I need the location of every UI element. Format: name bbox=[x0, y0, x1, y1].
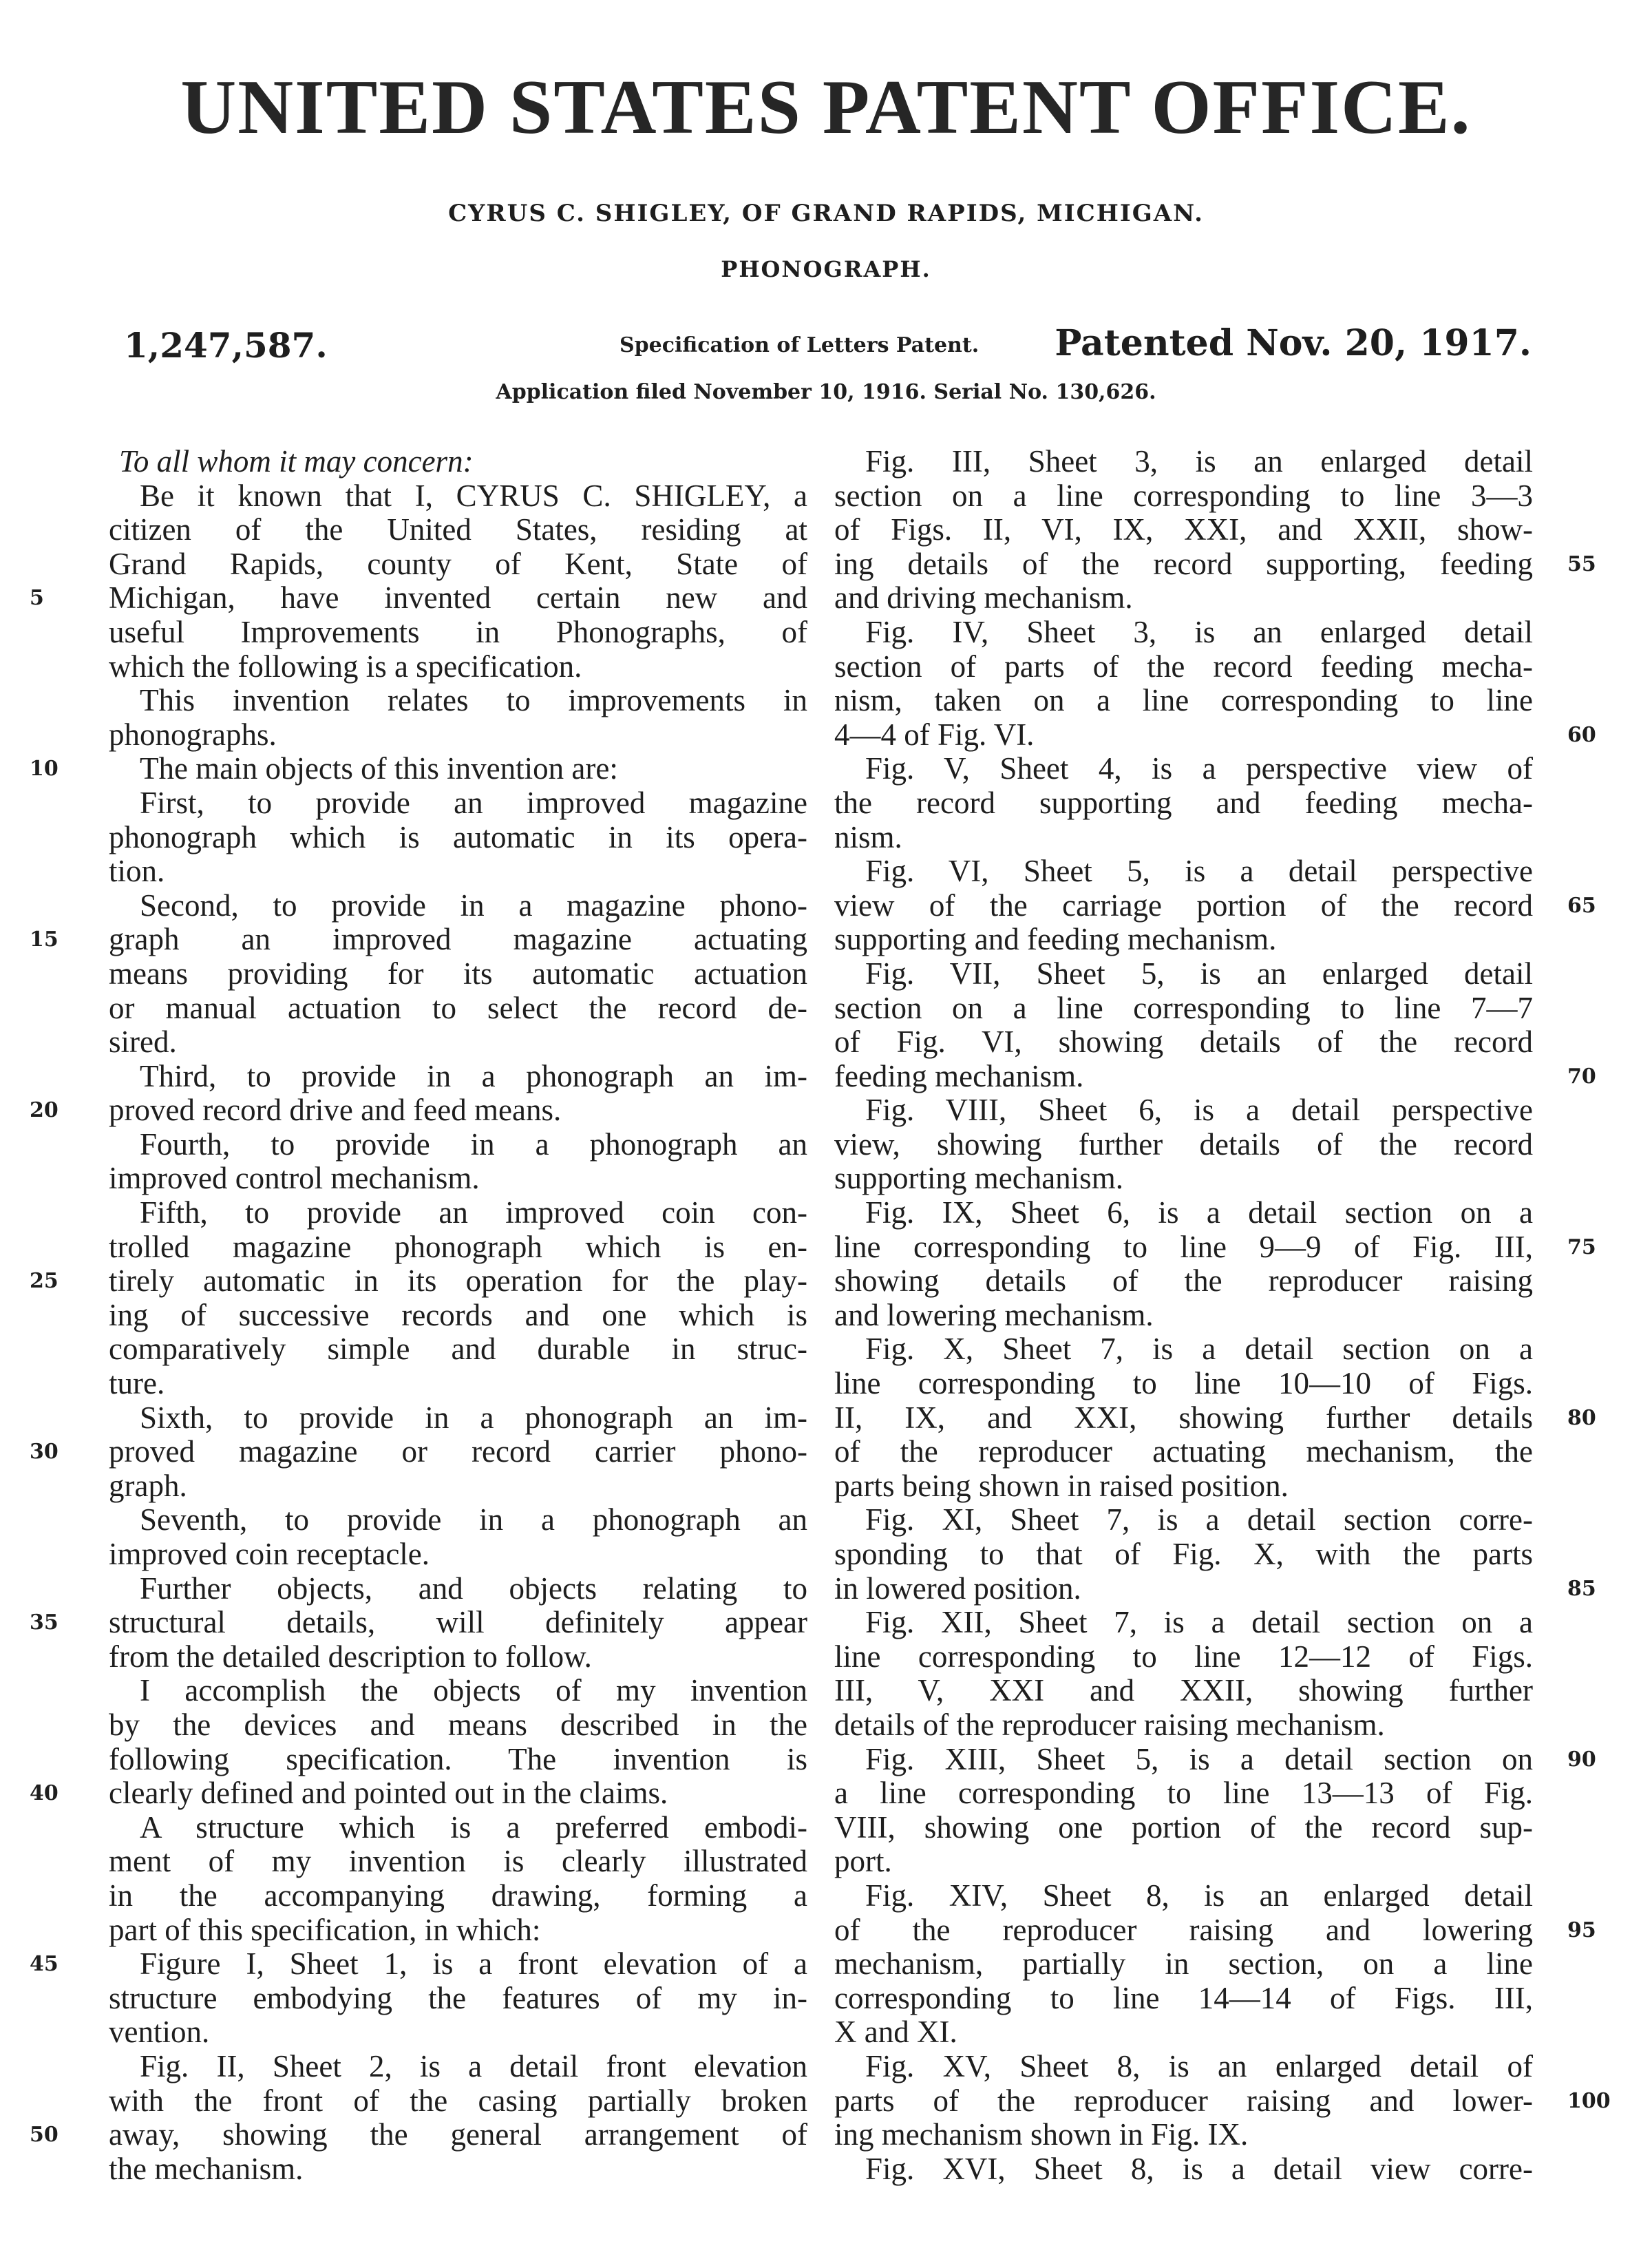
line-number: 35 bbox=[30, 1610, 59, 1635]
text-line bbox=[109, 854, 807, 889]
text-line bbox=[109, 1640, 807, 1674]
line-text: Grand Rapids, county of Kent, State of bbox=[109, 546, 807, 581]
line-text: Fig. XIV, Sheet 8, is an enlarged detail bbox=[865, 1878, 1533, 1913]
text-line bbox=[109, 513, 807, 547]
line-number: 50 bbox=[30, 2123, 59, 2148]
line-text: corresponding to line 14—14 of Figs. III, bbox=[834, 1980, 1533, 2015]
line-text: section of parts of the record feeding mecha- bbox=[834, 649, 1533, 684]
line-text: sponding to that of Fig. X, with the parts bbox=[834, 1537, 1533, 1571]
text-line bbox=[834, 786, 1533, 821]
line-number: 80 bbox=[1567, 1405, 1596, 1430]
text-line bbox=[834, 1606, 1533, 1640]
application-filed-line: Application filed November 10, 1916. Serial No. 130,626. bbox=[496, 380, 1156, 404]
line-number: 25 bbox=[30, 1269, 59, 1294]
text-line bbox=[109, 889, 807, 923]
text-line bbox=[834, 1571, 1596, 1606]
line-text: line corresponding to line 9—9 of Fig. III, bbox=[834, 1229, 1533, 1264]
line-text: structural details, will definitely appear bbox=[109, 1605, 807, 1640]
text-line bbox=[109, 1230, 807, 1265]
line-text: part of this specification, in which: bbox=[109, 1912, 541, 1947]
line-text: Fig. VII, Sheet 5, is an enlarged detail bbox=[865, 956, 1533, 991]
line-text: Fig. VI, Sheet 5, is a detail perspective bbox=[865, 854, 1533, 889]
text-line bbox=[834, 513, 1533, 547]
text-line bbox=[834, 1947, 1533, 1982]
line-text: ing details of the record supporting, feeding bbox=[834, 546, 1533, 581]
text-line bbox=[834, 1503, 1533, 1537]
line-text: the mechanism. bbox=[109, 2151, 304, 2186]
text-line bbox=[109, 1401, 807, 1436]
text-line bbox=[834, 1229, 1596, 1265]
text-line bbox=[109, 684, 807, 718]
line-text: away, showing the general arrangement of bbox=[109, 2117, 807, 2152]
line-text: Fig. XII, Sheet 7, is a detail section on a bbox=[865, 1605, 1533, 1640]
text-line bbox=[109, 650, 807, 684]
text-line bbox=[834, 1741, 1596, 1777]
line-text: by the devices and means described in the bbox=[109, 1707, 807, 1742]
text-line bbox=[834, 1058, 1596, 1094]
text-line bbox=[834, 854, 1533, 889]
line-text: First, to provide an improved magazine bbox=[140, 785, 807, 820]
text-line bbox=[109, 616, 807, 650]
line-number: 60 bbox=[1567, 722, 1596, 747]
text-line bbox=[834, 684, 1533, 718]
text-line bbox=[30, 1946, 807, 1982]
line-text: VIII, showing one portion of the record sup- bbox=[834, 1809, 1533, 1845]
line-text: Fig. X, Sheet 7, is a detail section on a bbox=[865, 1332, 1533, 1367]
text-line bbox=[109, 1674, 807, 1708]
line-text: nism, taken on a line corresponding to line bbox=[834, 683, 1533, 718]
text-line bbox=[834, 445, 1533, 479]
line-text: supporting and feeding mechanism. bbox=[834, 922, 1277, 957]
line-text: tirely automatic in its operation for the play- bbox=[109, 1263, 807, 1299]
text-line bbox=[834, 1811, 1533, 1845]
text-line bbox=[109, 1196, 807, 1230]
patented-date: Patented Nov. 20, 1917. bbox=[1055, 322, 1532, 364]
line-text: ture. bbox=[109, 1366, 165, 1401]
line-text: from the detailed description to follow. bbox=[109, 1639, 592, 1674]
line-text: Michigan, have invented certain new and bbox=[109, 580, 807, 616]
text-line bbox=[109, 1743, 807, 1777]
patent-subject: PHONOGRAPH. bbox=[721, 256, 931, 282]
line-text: graph. bbox=[109, 1468, 187, 1503]
line-text: supporting mechanism. bbox=[834, 1161, 1123, 1196]
line-text: in the accompanying drawing, forming a bbox=[109, 1878, 807, 1913]
line-number: 15 bbox=[30, 927, 59, 952]
text-line bbox=[109, 1708, 807, 1743]
line-text: Fig. XI, Sheet 7, is a detail section corre- bbox=[865, 1502, 1533, 1537]
line-text: Fig. XVI, Sheet 8, is a detail view corre- bbox=[865, 2151, 1533, 2186]
text-line bbox=[109, 957, 807, 991]
text-line bbox=[834, 2152, 1533, 2187]
text-line bbox=[834, 650, 1533, 684]
text-line bbox=[834, 717, 1596, 753]
office-title: UNITED STATES PATENT OFFICE. bbox=[180, 65, 1472, 150]
text-line bbox=[30, 2117, 807, 2152]
text-line bbox=[834, 1128, 1533, 1162]
line-text: proved record drive and feed means. bbox=[109, 1093, 562, 1128]
text-line bbox=[834, 479, 1533, 514]
text-line bbox=[834, 2118, 1533, 2152]
patent-number: 1,247,587. bbox=[124, 325, 328, 366]
left-text-column bbox=[30, 444, 807, 2186]
line-text: means providing for its automatic actuation bbox=[109, 956, 807, 991]
text-line bbox=[834, 1845, 1533, 1879]
line-text: A structure which is a preferred embodi- bbox=[140, 1809, 807, 1845]
text-line bbox=[109, 1845, 807, 1879]
line-text: the record supporting and feeding mecha- bbox=[834, 785, 1533, 820]
text-line bbox=[834, 2015, 1533, 2050]
text-line bbox=[834, 923, 1533, 957]
line-text: I accomplish the objects of my invention bbox=[140, 1673, 807, 1708]
line-text: III, V, XXI and XXII, showing further bbox=[834, 1673, 1533, 1708]
line-number: 55 bbox=[1567, 552, 1596, 576]
line-text: Figure I, Sheet 1, is a front elevation of a bbox=[140, 1946, 807, 1982]
line-text: The main objects of this invention are: bbox=[140, 751, 618, 786]
text-line bbox=[109, 1982, 807, 2016]
line-number: 40 bbox=[30, 1781, 59, 1806]
line-text: trolled magazine phonograph which is en- bbox=[109, 1229, 807, 1264]
line-text: Sixth, to provide in a phonograph an im- bbox=[140, 1400, 807, 1435]
line-text: of Figs. II, VI, IX, XXI, and XXII, show- bbox=[834, 512, 1533, 547]
line-text: nism. bbox=[834, 819, 902, 854]
line-text: and lowering mechanism. bbox=[834, 1297, 1154, 1332]
text-line bbox=[109, 1332, 807, 1367]
text-line bbox=[834, 1367, 1533, 1401]
line-text: parts of the reproducer raising and lower- bbox=[834, 2083, 1533, 2118]
line-text: structure embodying the features of my in- bbox=[109, 1980, 807, 2015]
text-line bbox=[109, 479, 807, 514]
line-text: of Fig. VI, showing details of the record bbox=[834, 1025, 1533, 1060]
line-text: sired. bbox=[109, 1025, 177, 1060]
text-line bbox=[109, 1811, 807, 1845]
line-text: useful Improvements in Phonographs, of bbox=[109, 614, 807, 649]
text-line bbox=[834, 1400, 1596, 1436]
text-line bbox=[30, 751, 807, 786]
line-number: 45 bbox=[30, 1952, 59, 1977]
text-line bbox=[30, 1605, 807, 1640]
text-line bbox=[834, 1879, 1533, 1913]
line-text: feeding mechanism. bbox=[834, 1058, 1084, 1093]
line-text: parts being shown in raised position. bbox=[834, 1468, 1289, 1503]
text-line bbox=[834, 1332, 1533, 1367]
line-number: 85 bbox=[1567, 1576, 1596, 1601]
line-text: 4—4 of Fig. VI. bbox=[834, 717, 1035, 752]
text-line bbox=[834, 1025, 1533, 1060]
line-number: 5 bbox=[30, 586, 44, 611]
line-text: Fig. IV, Sheet 3, is an enlarged detail bbox=[865, 614, 1533, 649]
text-line bbox=[109, 991, 807, 1026]
text-line bbox=[834, 616, 1533, 650]
line-text: clearly defined and pointed out in the claims. bbox=[109, 1776, 668, 1811]
text-line bbox=[834, 1640, 1533, 1674]
line-text: ment of my invention is clearly illustrated bbox=[109, 1844, 807, 1879]
line-text: view, showing further details of the record bbox=[834, 1126, 1533, 1162]
line-text: comparatively simple and durable in struc- bbox=[109, 1332, 807, 1367]
right-text-column bbox=[834, 444, 1611, 2186]
text-line bbox=[109, 1503, 807, 1537]
line-text: view of the carriage portion of the record bbox=[834, 888, 1533, 923]
line-number: 30 bbox=[30, 1440, 59, 1464]
line-text: tion. bbox=[109, 854, 165, 889]
text-line bbox=[834, 752, 1533, 786]
line-text: in lowered position. bbox=[834, 1571, 1081, 1606]
line-text: mechanism, partially in section, on a line bbox=[834, 1946, 1533, 1982]
specification-label: Specification of Letters Patent. bbox=[620, 333, 979, 357]
line-text: of the reproducer actuating mechanism, the bbox=[834, 1434, 1533, 1469]
line-number: 70 bbox=[1567, 1064, 1596, 1089]
line-text: citizen of the United States, residing at bbox=[109, 512, 807, 547]
text-line bbox=[834, 2050, 1533, 2084]
line-text: Third, to provide in a phonograph an im- bbox=[140, 1058, 807, 1093]
line-text: or manual actuation to select the record de- bbox=[109, 990, 807, 1025]
line-text: section on a line corresponding to line 3—3 bbox=[834, 478, 1533, 513]
text-line bbox=[834, 1196, 1533, 1230]
text-line bbox=[109, 1913, 807, 1948]
line-text: port. bbox=[834, 1844, 892, 1879]
text-line bbox=[30, 1776, 807, 1811]
text-line bbox=[834, 1093, 1533, 1128]
line-text: phonographs. bbox=[109, 717, 277, 752]
line-text: ing mechanism shown in Fig. IX. bbox=[834, 2117, 1249, 2152]
line-text: improved control mechanism. bbox=[109, 1161, 480, 1196]
line-text: graph an improved magazine actuating bbox=[109, 922, 807, 957]
line-text: section on a line corresponding to line 7—7 bbox=[834, 990, 1533, 1025]
line-number: 90 bbox=[1567, 1747, 1596, 1772]
line-text: a line corresponding to line 13—13 of Fig. bbox=[834, 1776, 1533, 1811]
line-text: To all whom it may concern: bbox=[119, 444, 474, 479]
text-line bbox=[834, 1912, 1596, 1948]
text-line bbox=[30, 580, 807, 616]
text-line bbox=[109, 2152, 807, 2187]
line-number: 20 bbox=[30, 1098, 59, 1123]
line-number: 10 bbox=[30, 757, 59, 781]
text-line bbox=[109, 821, 807, 855]
text-line bbox=[834, 2083, 1611, 2119]
text-line bbox=[109, 786, 807, 821]
line-text: Second, to provide in a magazine phono- bbox=[140, 888, 807, 923]
text-line bbox=[30, 1434, 807, 1469]
text-line bbox=[834, 1537, 1533, 1572]
text-line bbox=[109, 445, 807, 479]
text-line bbox=[109, 1299, 807, 1333]
text-line bbox=[30, 922, 807, 957]
line-text: Fig. XV, Sheet 8, is an enlarged detail of bbox=[865, 2048, 1533, 2083]
text-line bbox=[834, 1708, 1533, 1743]
text-line bbox=[834, 1982, 1533, 2016]
line-text: Be it known that I, CYRUS C. SHIGLEY, a bbox=[140, 478, 807, 513]
text-line bbox=[109, 718, 807, 753]
line-text: which the following is a specification. bbox=[109, 649, 582, 684]
text-line bbox=[834, 546, 1596, 582]
line-text: details of the reproducer raising mechanism. bbox=[834, 1707, 1385, 1742]
line-text: and driving mechanism. bbox=[834, 580, 1133, 616]
inventor-line: CYRUS C. SHIGLEY, OF GRAND RAPIDS, MICHIGAN. bbox=[448, 200, 1204, 227]
text-line bbox=[109, 1367, 807, 1401]
text-line bbox=[834, 1264, 1533, 1299]
text-line bbox=[109, 1879, 807, 1913]
line-number: 95 bbox=[1567, 1918, 1596, 1942]
line-text: with the front of the casing partially broken bbox=[109, 2083, 807, 2118]
text-line bbox=[30, 1263, 807, 1299]
line-text: Fig. XIII, Sheet 5, is a detail section on bbox=[865, 1741, 1533, 1776]
text-line bbox=[834, 957, 1533, 991]
line-text: Fifth, to provide an improved coin con- bbox=[140, 1195, 807, 1230]
line-text: following specification. The invention is bbox=[109, 1741, 807, 1776]
text-line bbox=[109, 1572, 807, 1606]
text-line bbox=[109, 547, 807, 582]
line-number: 65 bbox=[1567, 893, 1596, 918]
line-text: ing of successive records and one which is bbox=[109, 1297, 807, 1332]
line-text: Fig. III, Sheet 3, is an enlarged detail bbox=[865, 444, 1533, 479]
line-text: Further objects, and objects relating to bbox=[140, 1571, 807, 1606]
text-line bbox=[109, 1537, 807, 1572]
line-text: Fig. V, Sheet 4, is a perspective view of bbox=[865, 751, 1533, 786]
line-text: Fig. II, Sheet 2, is a detail front elevation bbox=[140, 2048, 807, 2083]
text-line bbox=[834, 1435, 1533, 1469]
text-line bbox=[834, 821, 1533, 855]
text-line bbox=[834, 1469, 1533, 1504]
line-text: X and XI. bbox=[834, 2015, 957, 2050]
text-line bbox=[109, 2084, 807, 2119]
line-number: 75 bbox=[1567, 1235, 1596, 1259]
text-line bbox=[109, 2015, 807, 2050]
line-text: II, IX, and XXI, showing further details bbox=[834, 1400, 1533, 1435]
line-text: Fourth, to provide in a phonograph an bbox=[140, 1126, 807, 1162]
text-line bbox=[109, 1025, 807, 1060]
line-text: Fig. IX, Sheet 6, is a detail section on a bbox=[865, 1195, 1533, 1230]
text-line bbox=[109, 1162, 807, 1196]
line-text: vention. bbox=[109, 2015, 210, 2050]
text-line bbox=[834, 1674, 1533, 1708]
text-line bbox=[109, 1060, 807, 1094]
line-text: Seventh, to provide in a phonograph an bbox=[140, 1502, 807, 1537]
text-line bbox=[834, 1162, 1533, 1196]
text-line bbox=[30, 1093, 807, 1128]
line-text: of the reproducer raising and lowering bbox=[834, 1912, 1533, 1947]
text-line bbox=[834, 1776, 1533, 1811]
text-line bbox=[834, 1299, 1533, 1333]
text-line bbox=[834, 991, 1533, 1026]
text-line bbox=[834, 888, 1596, 923]
line-text: showing details of the reproducer raising bbox=[834, 1263, 1533, 1299]
line-text: proved magazine or record carrier phono- bbox=[109, 1434, 807, 1469]
text-line bbox=[109, 1469, 807, 1504]
line-text: line corresponding to line 12—12 of Figs. bbox=[834, 1639, 1533, 1674]
text-line bbox=[109, 1128, 807, 1162]
line-text: phonograph which is automatic in its opera- bbox=[109, 819, 807, 854]
text-line bbox=[109, 2050, 807, 2084]
text-line bbox=[834, 581, 1533, 616]
line-text: line corresponding to line 10—10 of Figs. bbox=[834, 1366, 1533, 1401]
line-text: This invention relates to improvements in bbox=[140, 683, 807, 718]
line-text: Fig. VIII, Sheet 6, is a detail perspective bbox=[865, 1093, 1533, 1128]
line-text: improved coin receptacle. bbox=[109, 1537, 430, 1571]
line-number: 100 bbox=[1567, 2088, 1611, 2113]
